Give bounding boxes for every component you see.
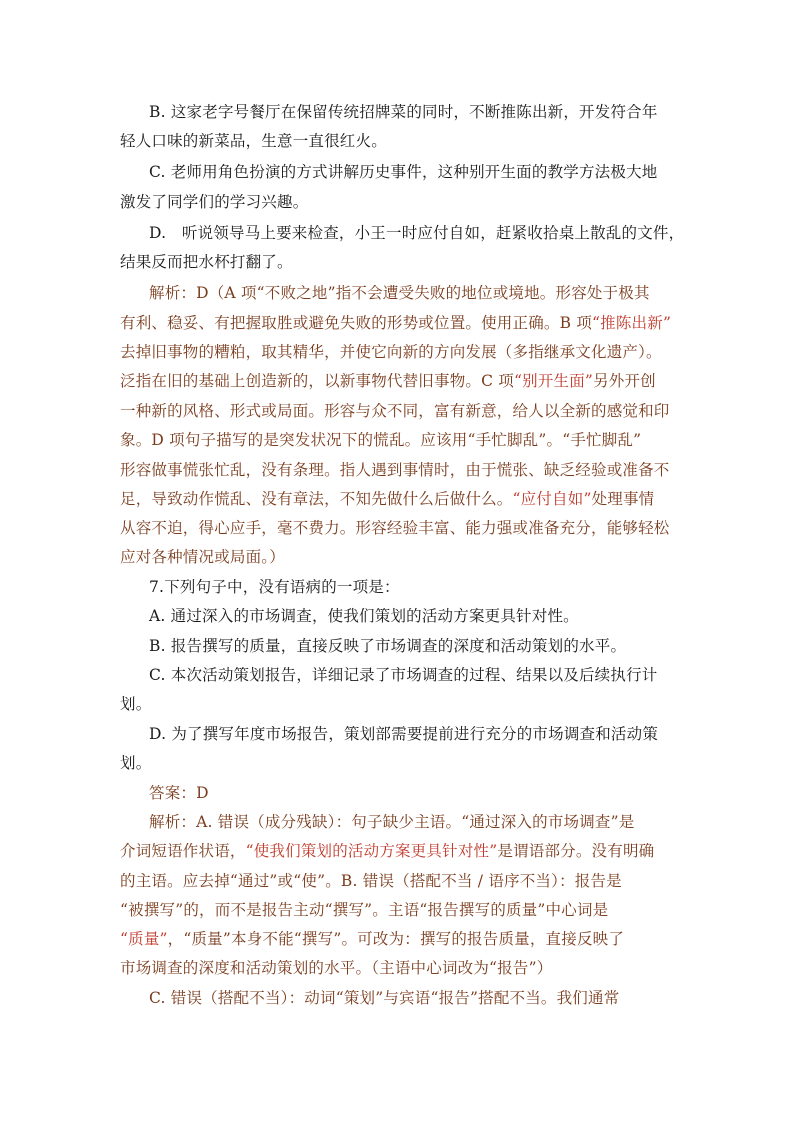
highlight-biekaishengmian: “别开生面” bbox=[514, 372, 594, 390]
analysis-6-line-4-text: 泛指在旧的基础上创造新的，以新事物代替旧事物。C 项 bbox=[120, 372, 514, 390]
question-7-option-d-line-1: D. 为了撰写年度市场报告，策划部需要提前进行充分的市场调查和活动策 bbox=[149, 725, 659, 743]
question-7-option-c-line-2: 划。 bbox=[120, 695, 152, 713]
question-7-option-c-line-1: C. 本次活动策划报告，详细记录了市场调查的过程、结果以及后续执行计 bbox=[149, 666, 658, 684]
answer-7-line-6: 市场调查的深度和活动策划的水平。（主语中心词改为“报告”） bbox=[120, 959, 553, 977]
analysis-6-line-10: 应对各种情况或局面。） bbox=[120, 548, 285, 566]
answer-7-line-2-end: 是谓语部分。没有明确 bbox=[497, 842, 655, 860]
answer-7-line-1: 解析：A. 错误（成分残缺）：句子缺少主语。“通过深入的市场调查”是 bbox=[149, 813, 635, 831]
analysis-6-line-5: 一种新的风格、形式或局面。形容与众不同，富有新意，给人以全新的感觉和印 bbox=[120, 402, 670, 420]
highlight-zhiliang: “质量” bbox=[120, 930, 168, 948]
analysis-6-line-3: 去掉旧事物的糟粕，取其精华，并使它向新的方向发展（多指继承文化遗产）。 bbox=[120, 343, 662, 361]
analysis-6-line-6: 象。D 项句子描写的是突发状况下的慌乱。应该用“手忙脚乱”。“手忙脚乱” bbox=[120, 431, 642, 449]
analysis-6-line-7: 形容做事慌张忙乱，没有条理。指人遇到事情时，由于慌张、缺乏经验或准备不 bbox=[120, 461, 670, 479]
answer-7-line-4: “被撰写”的，而不是报告主动“撰写”。主语“报告撰写的质量”中心词是 bbox=[120, 901, 609, 919]
analysis-6-line-4 bbox=[120, 371, 656, 391]
analysis-6-line-2 bbox=[120, 313, 671, 333]
question-7-option-b: B. 报告撰写的质量，直接反映了市场调查的深度和活动策划的水平。 bbox=[149, 637, 627, 655]
option-d-line-2: 结果反而把水杯打翻了。 bbox=[120, 253, 293, 271]
analysis-6-line-2-text: 有利、稳妥、有把握取胜或避免失败的形势或位置。使用正确。B 项 bbox=[120, 314, 593, 332]
answer-7-line-2-start: 介词短语作状语， bbox=[120, 842, 246, 860]
answer-7-line-2 bbox=[120, 841, 654, 861]
question-7-option-d-line-2: 划。 bbox=[120, 754, 152, 772]
question-7-stem: 7.下列句子中，没有语病的一项是： bbox=[149, 578, 400, 596]
answer-7-line-3: 的主语。应去掉“通过”或“使”。B. 错误（搭配不当 / 语序不当）：报告是 bbox=[120, 872, 622, 890]
analysis-6-line-8-end: 处理事情 bbox=[591, 490, 655, 508]
analysis-6-line-8 bbox=[120, 489, 654, 509]
highlight-yingfuziru: “应付自如” bbox=[512, 490, 592, 508]
question-7-option-a: A. 通过深入的市场调查，使我们策划的活动方案更具针对性。 bbox=[149, 607, 579, 625]
highlight-predicate: “使我们策划的活动方案更具针对性” bbox=[245, 842, 498, 860]
highlight-tuichenchuxin: “推陈出新” bbox=[592, 314, 672, 332]
answer-7-label: 答案：D bbox=[149, 784, 209, 802]
analysis-6-line-9: 从容不迫，得心应手，毫不费力。形容经验丰富、能力强或准备充分，能够轻松 bbox=[120, 519, 670, 537]
answer-7-line-5-end: ，“质量”本身不能“撰写”。可改为：撰写的报告质量，直接反映了 bbox=[167, 930, 625, 948]
analysis-6-line-1: 解析：D（A 项“不败之地”指不会遭受失败的地位或境地。形容处于极其 bbox=[149, 284, 650, 302]
analysis-6-line-4-end: 另外开创 bbox=[593, 372, 656, 390]
analysis-6-line-8-text: 足，导致动作慌乱、没有章法，不知先做什么后做什么。 bbox=[120, 490, 513, 508]
option-c-line-1: C. 老师用角色扮演的方式讲解历史事件，这种别开生面的教学方法极大地 bbox=[149, 163, 658, 181]
option-d-line-1: D. 听说领导马上要来检查，小王一时应付自如，赶紧收拾桌上散乱的文件， bbox=[149, 224, 685, 242]
answer-7-line-5 bbox=[120, 929, 624, 949]
option-b-line-1: B. 这家老字号餐厅在保留传统招牌菜的同时，不断推陈出新，开发符合年 bbox=[149, 103, 658, 121]
answer-7-line-7: C. 错误（搭配不当）：动词“策划”与宾语“报告”搭配不当。我们通常 bbox=[149, 989, 620, 1007]
option-b-line-2: 轻人口味的新菜品，生意一直很红火。 bbox=[120, 132, 387, 150]
option-c-line-2: 激发了同学们的学习兴趣。 bbox=[120, 193, 309, 211]
